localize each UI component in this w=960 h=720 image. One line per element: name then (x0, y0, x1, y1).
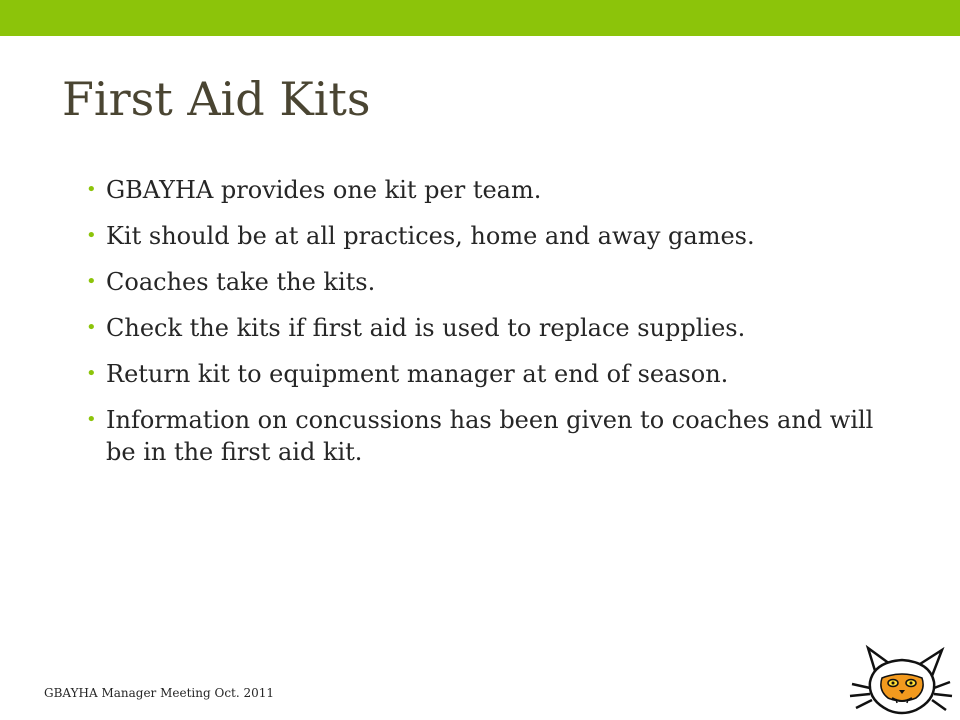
bullet-dot-icon: • (86, 179, 97, 200)
footer-text: GBAYHA Manager Meeting Oct. 2011 (44, 686, 275, 700)
bullet-dot-icon: • (86, 363, 97, 384)
bullet-text: Coaches take the kits. (106, 268, 376, 296)
top-accent-band (0, 0, 960, 36)
bullet-list (86, 174, 906, 482)
bullet-dot-icon: • (86, 317, 97, 338)
bullet-dot-icon: • (86, 409, 97, 430)
bullet-item (86, 266, 906, 298)
bullet-item (86, 220, 906, 252)
bullet-dot-icon: • (86, 225, 97, 246)
bullet-text: Kit should be at all practices, home and away games. (106, 222, 755, 250)
bullet-item (86, 404, 906, 468)
bullet-text: Information on concussions has been given to coaches and will be in the first aid kit. (106, 406, 874, 466)
bullet-text: GBAYHA provides one kit per team. (106, 176, 542, 204)
bullet-text: Return kit to equipment manager at end of season. (106, 360, 729, 388)
bullet-item (86, 312, 906, 344)
bullet-text: Check the kits if first aid is used to replace supplies. (106, 314, 746, 342)
bobcat-mascot-icon (846, 644, 954, 718)
bullet-item (86, 358, 906, 390)
slide-title: First Aid Kits (62, 72, 371, 126)
bullet-item (86, 174, 906, 206)
bullet-dot-icon: • (86, 271, 97, 292)
